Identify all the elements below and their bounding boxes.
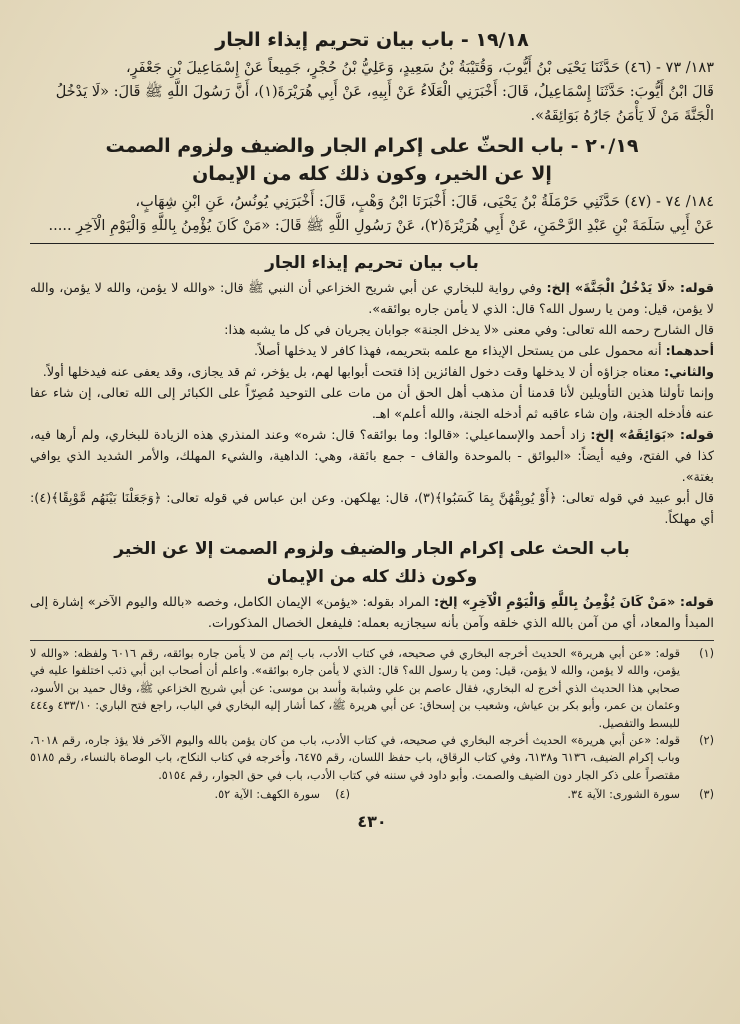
footnote-number: (٢): [699, 734, 714, 748]
commentary-text: قال الشارح رحمه الله تعالى: وفي معنى «لا يدخل الجنة» جوابان يجريان في كل ما يشبه هذا:: [224, 323, 714, 338]
commentary-text: وفي رواية للبخاري عن أبي شريح الخزاعي أن النبي ﷺ قال: «والله لا يؤمن، والله لا يؤمن، والله لا يؤمن، قيل: ومن يا رسول الله؟ قال: الذي لا يأمن جاره بوائقه».: [30, 281, 714, 317]
commentary-lead: قوله: «لَا يَدْخُلُ الْجَنَّةَ» إلخ:: [546, 281, 714, 296]
footnotes-3-4: [30, 786, 714, 804]
commentary-paragraph: [30, 362, 714, 383]
commentary-paragraph: [30, 592, 714, 634]
commentary-paragraph: [30, 320, 714, 341]
commentary-text: المراد بقوله: «يؤمن» الإيمان الكامل، وخصه «بالله واليوم الآخر» إشارة إلى المبدأ والمعاد، أي من آمن بالله الذي خلقه وآمن بأنه سيجازيه بعمله: فليفعل الخصال المذكورات.: [30, 595, 714, 631]
commentary-paragraph: [30, 488, 714, 530]
page-number: ٤٣٠: [357, 812, 387, 832]
footnote-text: سورة الشورى: الآية ٣٤.: [567, 788, 680, 802]
footnote-text: سورة الكهف: الآية ٥٢.: [214, 788, 320, 802]
commentary-lead: قوله: «مَنْ كَانَ يُؤْمِنُ بِاللَّهِ وَالْيَوْمِ الْآخِرِ» إلخ:: [433, 595, 715, 610]
hadith-text-1: [30, 56, 714, 128]
commentary-paragraph: [30, 341, 714, 362]
footnote-number: (٣): [699, 788, 714, 802]
main-divider: [30, 243, 714, 244]
commentary-heading-2: باب الحث على إكرام الجار والضيف ولزوم الصمت إلا عن الخير: [114, 539, 630, 559]
footnote-number: (١): [699, 647, 714, 660]
commentary-text: أنه محمول على من يستحل الإيذاء مع علمه بتحريمه، فهذا كافر لا يدخلها أصلاً.: [254, 344, 666, 359]
commentary-text: قال أبو عبيد في قوله تعالى: ﴿أَوْ يُوبِقْهُنَّ بِمَا كَسَبُوا﴾(٣)، قال: يهلكهن. وعن ابن عباس في قوله تعالى: ﴿وَجَعَلْنَا بَيْنَهُم مَّوْبِقًا﴾(٤): أي مهلكاً.: [30, 491, 714, 527]
hadith-line: ١٨٣/ ٧٣ - (٤٦) حَدَّثَنَا يَحْيَى بْنُ أَيُّوبَ، وَقُتَيْبَةُ بْنُ سَعِيدٍ، وَعَلِيُّ بْنُ حُجْرٍ، جَمِيعاً عَنْ إِسْمَاعِيلَ بْنِ جَعْفَرٍ،: [125, 60, 714, 76]
hadith-line: قَالَ ابْنُ أَيُّوبَ: حَدَّثَنَا إِسْمَاعِيلُ، قَالَ: أَخْبَرَنِي الْعَلَاءُ عَنْ أَبِيهِ، عَنْ أَبِي هُرَيْرَةَ(١)، أَنَّ رَسُولَ اللَّهِ ﷺ قَالَ: «لَا يَدْخُلُ: [55, 84, 714, 100]
chapter-heading-2: ٢٠/١٩ - باب الحثّ على إكرام الجار والضيف ولزوم الصمت: [105, 135, 639, 157]
commentary-paragraph: [30, 383, 714, 425]
commentary-text: معناه جزاؤه أن لا يدخلها وقت دخول الفائزين إذا فتحت أبوابها لهم، بل يؤخر، ثم قد يجازى، وقد يعفى عنه فيدخلها أولاً.: [42, 365, 664, 380]
chapter-heading-1: ١٩/١٨ - باب بيان تحريم إيذاء الجار: [215, 29, 529, 51]
commentary-section-2: [30, 592, 714, 634]
commentary-lead: والثاني:: [663, 365, 714, 380]
hadith-line: عَنْ أَبِي سَلَمَةَ بْنِ عَبْدِ الرَّحْمَنِ، عَنْ أَبِي هُرَيْرَةَ(٢)، عَنْ رَسُولِ اللَّهِ ﷺ قَالَ: «مَنْ كَانَ يُؤْمِنُ بِاللَّهِ وَالْيَوْمِ الْآخِرِ .....: [48, 218, 714, 234]
commentary-section-1: [30, 278, 714, 530]
commentary-lead: أحدهما:: [665, 344, 714, 359]
commentary-heading-2-cont: وكون ذلك كله من الإيمان: [266, 567, 478, 587]
hadith-line: ١٨٤/ ٧٤ - (٤٧) حَدَّثَنِي حَرْمَلَةُ بْنُ يَحْيَى، قَالَ: أَخْبَرَنَا ابْنُ وَهْبٍ، قَالَ: أَخْبَرَنِي يُونُسُ، عَنِ ابْنِ شِهَابٍ،: [135, 194, 714, 210]
footnote-number: (٤): [335, 788, 350, 802]
commentary-text: زاد أحمد والإسماعيلي: «قالوا: وما بوائقه؟ قال: شره» وعند المنذري هذه الزيادة للبخاري، ولم أرها فيه، كذا في الفتح، وفيه أيضاً: «البوائق - بالموحدة والقاف - جمع بائقة، وهي: الداهية، والشيء المهلك، والأمر الشديد الذي يوافي بغتة».: [30, 428, 714, 485]
footnote-divider: [30, 640, 714, 641]
commentary-paragraph: [30, 425, 714, 488]
commentary-paragraph: [30, 278, 714, 320]
commentary-heading-1: باب بيان تحريم إيذاء الجار: [265, 253, 479, 273]
footnotes: [30, 645, 714, 804]
footnote-text: قوله: «عن أبي هريرة» الحديث أخرجه البخاري في صحيحه، في كتاب الأدب، باب إثم من لا يأمن جاره بوائقه، رقم ٦٠١٦ ولفظه: «والله لا يؤمن، والله لا يؤمن، والله لا يؤمن، قيل: ومن يا رسول الله؟ قال: الذي لا يأمن جاره بوائقه». واعلم أن أصحاب ابن أبي ذئب اختلفوا عليه في صحابي هذا الحديث الذي أخرج له البخاري، فقال عاصم بن علي وشبابة وأسد بن موسى: عن أبي شريح الخزاعي ﷺ، وقال حميد بن الأسود، وعثمان بن عمر، وأبو بكر بن عياش، وشعيب بن إسحاق: عن أبي هريرة ﷺ، كما أشار إليه البخاري في الباب، راجع فتح الباري: ٤٣٣/١٠ و٤٤٤ للبسط والتفصيل.: [30, 647, 681, 730]
commentary-text: وإنما تأولنا هذين التأويلين لأنا قدمنا أن مذهب أهل الحق أن من مات على التوحيد مُصِرّاً على الكبائر إلى الله تعالى، إن شاء عفا عنه فأدخله الجنة، وإن شاء عاقبه ثم أدخله الجنة، والله أعلم» اهـ.: [30, 386, 714, 422]
hadith-line: الْجَنَّةَ مَنْ لَا يَأْمَنُ جَارُهُ بَوَائِقَهُ».: [530, 108, 714, 124]
footnote-text: قوله: «عن أبي هريرة» الحديث أخرجه البخاري في صحيحه، في كتاب الأدب، باب من كان يؤمن بالله واليوم الآخر فلا يؤذ جاره، رقم ٦٠١٨، وباب إكرام الضيف، ٦١٣٦ و٦١٣٨، وفي كتاب الرقاق، باب حفظ اللسان، رقم ٦٤٧٥، وأخرجه في كتاب النكاح، باب الوصاة بالنساء، رقم ٥١٨٥ مقتصراً على ذكر الجار دون الضيف والصمت. وأبو داود في سننه في كتاب الأدب، باب في حق الجوار، رقم ٥١٥٤.: [30, 734, 681, 782]
footnote-2: [30, 732, 714, 784]
hadith-text-2: [30, 190, 714, 238]
footnote-1: [30, 645, 714, 732]
commentary-lead: قوله: «بَوَائِقَهُ» إلخ:: [590, 428, 714, 443]
chapter-heading-2-cont: إلا عن الخير، وكون ذلك كله من الإيمان: [192, 163, 552, 185]
